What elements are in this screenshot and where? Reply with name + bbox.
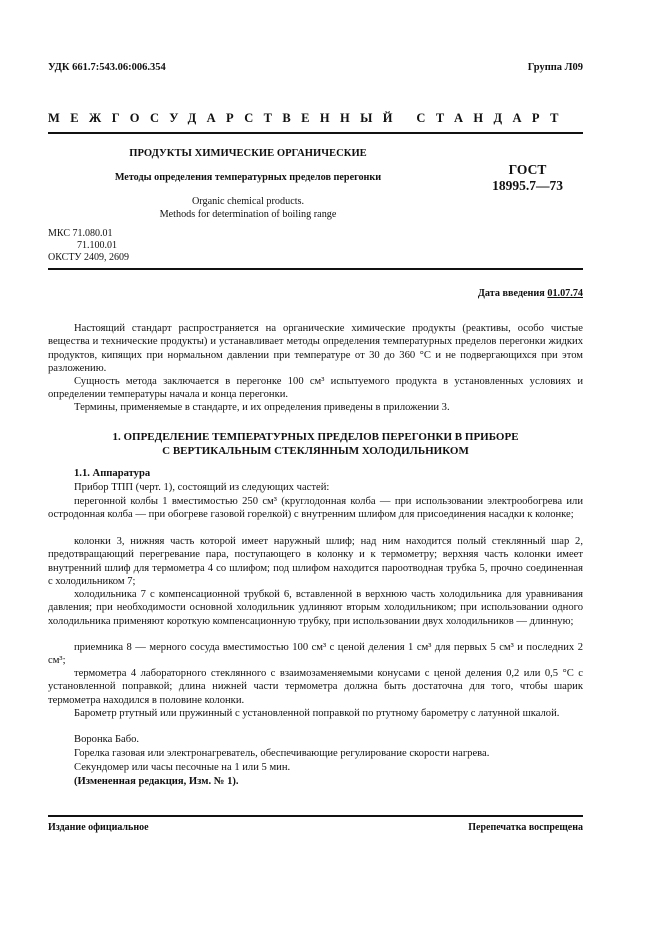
okstu-code: ОКСТУ 2409, 2609 bbox=[48, 252, 130, 263]
apparatus-intro: Прибор ТПП (черт. 1), состоящий из следующих частей: bbox=[74, 482, 330, 493]
gost-label: ГОСТ bbox=[508, 162, 547, 177]
mks-code-1: МКС 71.080.01 bbox=[48, 228, 113, 239]
banner-rule bbox=[48, 132, 583, 134]
group-code: Группа Л09 bbox=[527, 62, 583, 73]
intro-paragraph-2: Сущность метода заключается в перегонке 100 см³ испытуемого продукта в установленных условиях и определении температуры начала и конца перегонки. bbox=[48, 376, 583, 401]
standard-banner: МЕЖГОСУДАРСТВЕННЫЙ СТАНДАРТ bbox=[48, 111, 569, 125]
footer-official-edition: Издание официальное bbox=[48, 822, 149, 833]
apparatus-stopwatch: Секундомер или часы песочные на 1 или 5 мин. bbox=[74, 762, 291, 773]
apparatus-barometer: Барометр ртутный или пружинный с установленной поправкой по ртутному барометру с латунной шкалой. bbox=[74, 708, 560, 719]
title-en: Organic chemical products. bbox=[191, 196, 305, 207]
subsection-heading: 1.1. Аппаратура bbox=[74, 468, 151, 479]
apparatus-column: колонки 3, нижняя часть которой имеет наружный шлиф; над ним находится полый стеклянный шар 2, предотвращающий перегревание пара, поступающего в колонку и к термометру; верхняя часть колонки имеет внутренний шлиф для термометра 4 со шлифом; под шлифом находится пароотводная трубка 5, прочно соединенная с холодильником 7; bbox=[48, 536, 583, 588]
footer-reprint-notice: Перепечатка воспрещена bbox=[468, 822, 583, 833]
title-ru: ПРОДУКТЫ ХИМИЧЕСКИЕ ОРГАНИЧЕСКИЕ bbox=[129, 148, 367, 159]
apparatus-condenser: холодильника 7 с компенсационной трубкой 6, вставленной в верхнюю часть холодильника для уравнивания давления; при необходимости основной холодильник удлиняют вторым холодильником; при использовании одного холодильника применяют короткую компенсационную трубку, при использовании двух холодильников — длинную; bbox=[48, 589, 583, 627]
footer-rule bbox=[48, 815, 583, 817]
intro-paragraph-1: Настоящий стандарт распространяется на органические химические продукты (реактивы, особо чистые вещества и технические продукты) и устанавливает методы определения температурных пределов перегонки жидких продуктов, кипящих при нормальном давлении при температуре от 30 до 360 °С и не подвергающихся при этом разложению. bbox=[48, 323, 583, 375]
effective-date bbox=[478, 288, 583, 299]
header-rule bbox=[48, 268, 583, 270]
mks-code-2: 71.100.01 bbox=[77, 240, 117, 251]
effective-date-label: Дата введения bbox=[477, 288, 545, 299]
apparatus-burner: Горелка газовая или электронагреватель, обеспечивающие регулирование скорости нагрева. bbox=[74, 748, 490, 759]
subtitle-en: Methods for determination of boiling range bbox=[159, 209, 337, 220]
apparatus-receiver: приемника 8 — мерного сосуда вместимостью 100 см³ с ценой деления 1 см³ для первых 5 см³ и последних 2 см³; bbox=[48, 642, 583, 667]
apparatus-funnel: Воронка Бабо. bbox=[74, 734, 140, 745]
gost-number: 18995.7—73 bbox=[492, 178, 563, 193]
subtitle-ru: Методы определения температурных пределов перегонки bbox=[114, 172, 382, 183]
section-heading-line-1: 1. ОПРЕДЕЛЕНИЕ ТЕМПЕРАТУРНЫХ ПРЕДЕЛОВ ПЕРЕГОНКИ В ПРИБОРЕ bbox=[112, 431, 519, 443]
intro-paragraph-3: Термины, применяемые в стандарте, и их определения приведены в приложении 3. bbox=[74, 402, 450, 413]
effective-date-value: 01.07.74 bbox=[547, 288, 583, 299]
section-heading-line-2: С ВЕРТИКАЛЬНЫМ СТЕКЛЯННЫМ ХОЛОДИЛЬНИКОМ bbox=[162, 445, 469, 457]
udk-code: УДК 661.7:543.06:006.354 bbox=[48, 62, 166, 73]
apparatus-flask: перегонной колбы 1 вместимостью 250 см³ (круглодонная колба — при использовании электрообогрева или остродонная колба — при обогреве газовой горелкой) с внутренним шлифом для присоединения насадки к колонке; bbox=[48, 496, 583, 521]
revision-note: (Измененная редакция, Изм. № 1). bbox=[74, 776, 239, 787]
apparatus-thermometer: термометра 4 лабораторного стеклянного с взаимозаменяемыми конусами с ценой деления 0,2 или 0,5 °С с установленной поправкой; длина нижней части термометра должна быть достаточна для того, чтобы шарик термометра находился в половине колонки. bbox=[48, 668, 583, 706]
